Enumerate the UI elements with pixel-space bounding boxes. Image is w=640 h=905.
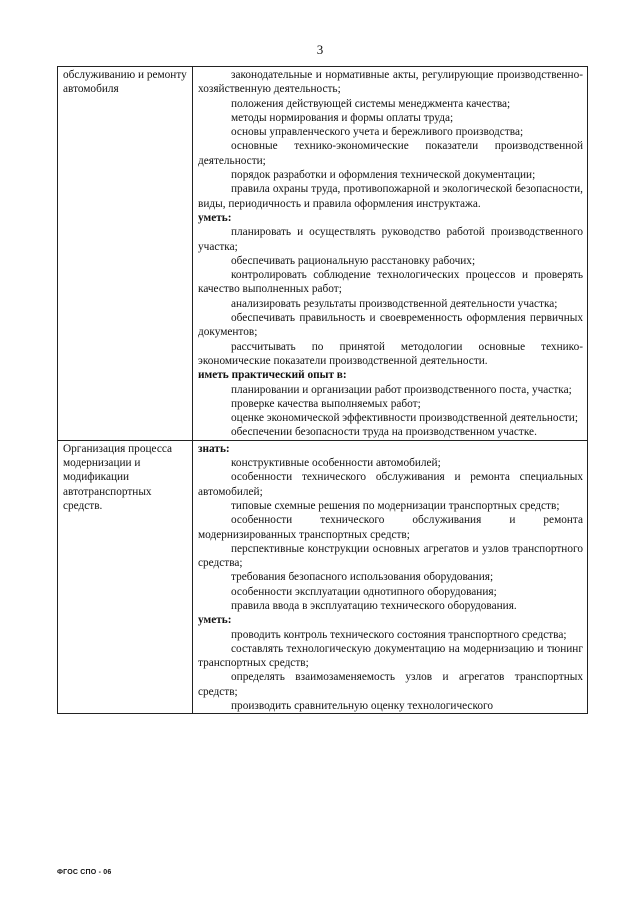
- requirement-item: правила охраны труда, противопожарной и экологической безопасности, виды, периодичность и правила оформления инструктажа.: [198, 183, 583, 210]
- document-footer: ФГОС СПО - 06: [57, 869, 112, 876]
- page-number: 3: [316, 42, 324, 57]
- section-heading: уметь:: [198, 614, 232, 627]
- requirement-item: положения действующей системы менеджмента качества;: [231, 97, 511, 110]
- requirement-item: проверке качества выполняемых работ;: [231, 397, 421, 410]
- requirement-item: особенности технического обслуживания и ремонта модернизированных транспортных средств;: [198, 514, 583, 541]
- requirement-item: производить сравнительную оценку технологического: [231, 700, 494, 713]
- requirement-item: контролировать соблюдение технологических процессов и проверять качество выполненных работ;: [198, 269, 583, 296]
- requirement-item: конструктивные особенности автомобилей;: [231, 457, 441, 470]
- requirement-item: обеспечении безопасности труда на производственном участке.: [231, 426, 537, 439]
- requirement-item: перспективные конструкции основных агрегатов и узлов транспортного средства;: [198, 542, 583, 570]
- requirement-item: рассчитывать по принятой методологии основные технико-экономические показатели производственной деятельности.: [198, 340, 583, 367]
- requirement-item: типовые схемные решения по модернизации транспортных средств;: [231, 499, 560, 512]
- requirement-item: порядок разработки и оформления технической документации;: [231, 169, 536, 182]
- requirement-item: планировать и осуществлять руководство работой производственного участка;: [198, 226, 583, 253]
- requirements-cell: [193, 67, 588, 441]
- requirement-item: методы нормирования и формы оплаты труда;: [231, 111, 454, 124]
- requirement-item: оценке экономической эффективности производственной деятельности;: [231, 412, 578, 425]
- requirement-item: основы управленческого учета и бережливого производства;: [231, 126, 524, 139]
- requirement-item: обеспечивать рациональную расстановку рабочих;: [231, 254, 476, 267]
- requirement-item: законодательные и нормативные акты, регулирующие производственно-хозяйственную деятельность;: [198, 69, 583, 96]
- requirement-item: требования безопасного использования оборудования;: [231, 571, 494, 584]
- section-heading: знать:: [198, 442, 230, 455]
- section-heading: уметь:: [198, 211, 232, 224]
- requirement-item: основные технико-экономические показатели производственной деятельности;: [198, 140, 583, 167]
- requirement-item: проводить контроль технического состояния транспортного средства;: [231, 628, 567, 641]
- requirement-item: обеспечивать правильность и своевременность оформления первичных документов;: [198, 312, 583, 339]
- module-title-cell: Организация процесса модернизации и модификации автотранспортных средств.: [58, 440, 193, 714]
- competency-table: [57, 66, 588, 714]
- requirements-cell: [193, 440, 588, 714]
- requirement-item: планировании и организации работ производственного поста, участка;: [231, 383, 572, 396]
- requirement-item: анализировать результаты производственной деятельности участка;: [231, 297, 558, 310]
- section-heading: иметь практический опыт в:: [198, 369, 347, 382]
- requirement-item: правила ввода в эксплуатацию технического оборудования.: [231, 599, 517, 612]
- table-row: [58, 440, 588, 714]
- requirement-item: особенности эксплуатации однотипного оборудования;: [231, 585, 497, 598]
- module-title-cell: обслуживанию и ремонту автомобиля: [58, 67, 193, 441]
- requirement-item: составлять технологическую документацию на модернизацию и тюнинг транспортных средств;: [198, 642, 583, 670]
- table-row: [58, 67, 588, 441]
- requirement-item: особенности технического обслуживания и ремонта специальных автомобилей;: [198, 471, 583, 498]
- requirement-item: определять взаимозаменяемость узлов и агрегатов транспортных средств;: [198, 671, 583, 698]
